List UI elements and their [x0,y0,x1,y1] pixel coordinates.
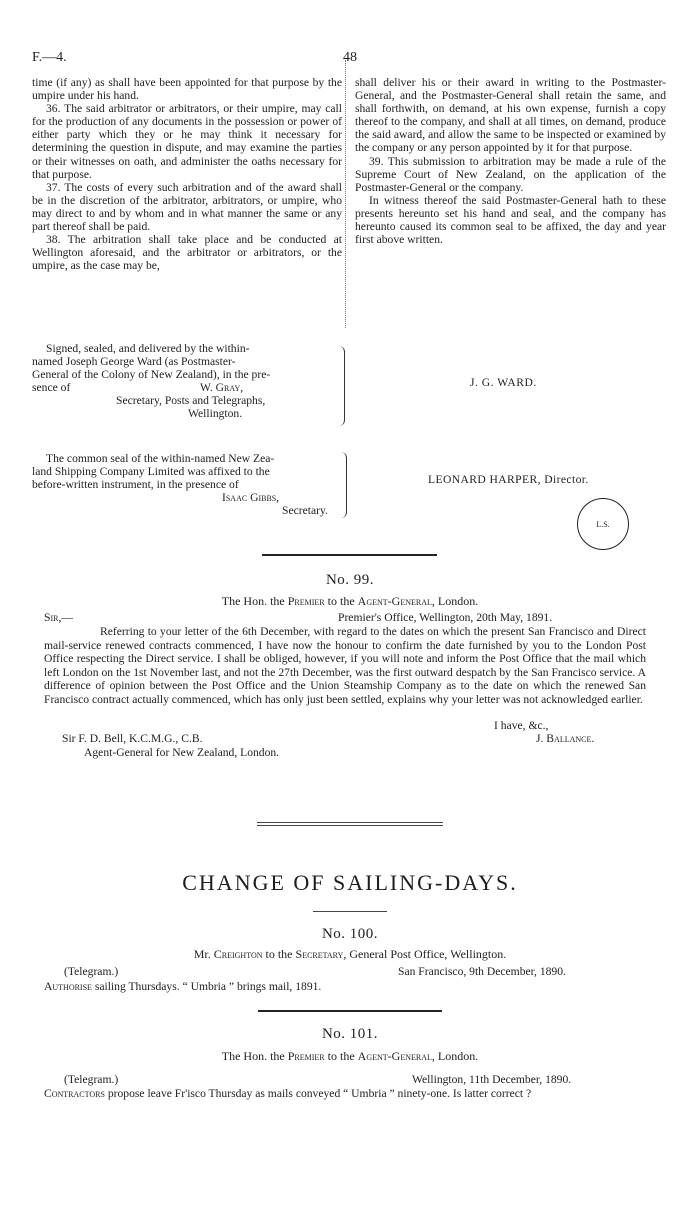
letter-99-route-place: , London. [431,594,479,608]
letter-100-kind: (Telegram.) [64,965,119,978]
letter-99-route [0,594,700,609]
seal-icon [577,498,629,550]
separator-rule-4 [313,911,387,912]
left-para-38: 38. The arbitration shall take place and be conducted at Wellington aforesaid, and the arbitrator or arbitrators, or the umpire, as the case may be, [32,233,342,273]
sig1-witness: W. Gray, [200,381,244,395]
letter-100-route-mid: to the [265,947,293,961]
letter-100-body-lead: Authorise [44,980,92,993]
sig1-presence: sence of [32,381,71,395]
signature-block-ward [32,342,342,421]
letter-99-addressee-title: Agent-General for New Zealand, London. [84,746,280,759]
sig1-brace [338,346,345,426]
letter-101-number: No. 101. [321,1026,379,1042]
separator-rule-5 [258,1010,442,1012]
letter-99-sender: J. Ballance. [536,732,595,745]
letter-101-body-text: propose leave Fr'isco Thursday as mails conveyed “ Umbria ” ninety-one. Is latter correct ? [104,1087,532,1100]
separator-rule-1 [262,554,437,556]
letter-100-route-prefix: Mr. [193,947,211,961]
sig2-witness: Isaac Gibbs, [222,491,280,505]
letter-99-body: Referring to your letter of the 6th December, with regard to the dates on which the present San Francisco and Direct mail-service renewed contracts commenced, I have now the honour to confirm the date furnished by you to the London Post Office respecting the Direct service. I shall be obliged, however, if you will note and inform the Post Office that the mail which left London on the 1st November last, and not the 27th December, was the first outward despatch by the San Francisco service. A difference of opinion between the Post Office and the Union Steamship Company as to the date on which the renewed San Francisco contract actually commenced, which has only just been settled, explains why your letter was not acknowledged earlier. [44,625,646,706]
section-title: CHANGE OF SAILING-DAYS. [182,870,518,895]
letter-101-route [0,1049,700,1064]
sig2-brace [340,452,347,518]
sig1-signer: J. G. WARD. [470,376,537,389]
sig1-witness-title: Secretary, Posts and Telegraphs, [116,394,266,408]
right-column [355,76,666,246]
letter-101-route-from: The Hon. the [221,1049,285,1063]
seal-label: L.S. [596,519,610,529]
letter-101-body [44,1087,646,1101]
left-para-37: 37. The costs of every such arbitration and of the award shall be in the discretion of the arbitrator, arbitrators, or umpire, who may direct to and by whom and in what manner the same or any part thereof shall be paid. [32,180,342,234]
letter-100-route-from: Creighton [213,947,263,961]
signature-block-harper [32,452,344,517]
column-divider [345,60,346,328]
sig1-line-2: named Joseph George Ward (as Postmaster- [32,355,236,369]
letter-99-number: No. 99. [325,572,375,588]
separator-rule-2 [257,822,443,823]
right-para-39: 39. This submission to arbitration may be made a rule of the Supreme Court of New Zealand, on the application of the Postmaster-General or the company. [355,154,666,194]
letter-101-route-from-title: Premier [287,1049,325,1063]
sig1-witness-place: Wellington. [188,407,243,421]
letter-101-kind: (Telegram.) [64,1073,119,1086]
letter-100-route [0,947,700,962]
letter-100-body [44,980,321,994]
letter-99-dateline: Premier's Office, Wellington, 20th May, 1891. [338,611,553,624]
letter-99-route-to-title: Agent-General [357,594,432,608]
letter-100-body-text: sailing Thursdays. “ Umbria ” brings mail, 1891. [91,980,322,993]
letter-101-route-to: to the [327,1049,355,1063]
letter-101-route-to-title: Agent-General [357,1049,432,1063]
left-column [32,76,342,272]
sig2-line-2: land Shipping Company Limited was affixed to the [32,465,270,479]
right-para-witness: In witness thereof the said Postmaster-General hath to these presents hereunto set his hand and seal, and the company has hereunto caused its common seal to be affixed, the day and year first above written. [355,193,666,247]
left-para-36: 36. The said arbitrator or arbitrators, or their umpire, may call for the production of any documents in the possession or power of either party which they or he may think it necessary for determining the question in dispute, and may examine the parties or their witnesses on oath, and administer the oaths necessary for that purpose. [32,102,342,181]
letter-99-salutation: Sir,— [44,611,73,624]
sig2-witness-title: Secretary. [282,504,328,518]
sig1-line-3: General of the Colony of New Zealand), in the pre- [32,368,271,382]
letter-100-route-place: , General Post Office, Wellington. [343,947,507,961]
letter-99-route-from-title: Premier [287,594,325,608]
letter-99-addressee: Sir F. D. Bell, K.C.M.G., C.B. [62,732,203,745]
page-ref: F.—4. [32,50,67,65]
sig2-signer: LEONARD HARPER, Director. [428,473,589,486]
page-number: 48 [343,50,357,65]
letter-99-route-from: The Hon. the [221,594,285,608]
letter-99-route-to: to the [327,594,355,608]
letter-100-route-to: Secretary [295,947,344,961]
left-para-1: time (if any) as shall have been appointed for that purpose by the umpire under his hand. [32,76,342,103]
sig1-line-1: Signed, sealed, and delivered by the within- [46,342,250,355]
sig2-line-3: before-written instrument, in the presence of [32,478,239,492]
right-para-1: shall deliver his or their award in writing to the Postmaster-General, and the Postmaster-General shall retain the same, and shall forthwith, on demand, at his own expense, furnish a copy thereof to the company, and shall at all times, on demand, produce the said award, and allow the same to be inspected or examined by the company or any person appointed by it for that purpose. [355,76,666,155]
letter-101-route-place: , London. [431,1049,479,1063]
letter-100-dateline: San Francisco, 9th December, 1890. [398,965,566,978]
letter-101-body-lead: Contractors [44,1087,105,1100]
separator-rule-3 [257,825,443,826]
letter-99-closing: I have, &c., [494,719,549,732]
letter-101-dateline: Wellington, 11th December, 1890. [412,1073,572,1086]
letter-100-number: No. 100. [321,926,379,942]
sig2-line-1: The common seal of the within-named New Zea- [46,452,275,465]
